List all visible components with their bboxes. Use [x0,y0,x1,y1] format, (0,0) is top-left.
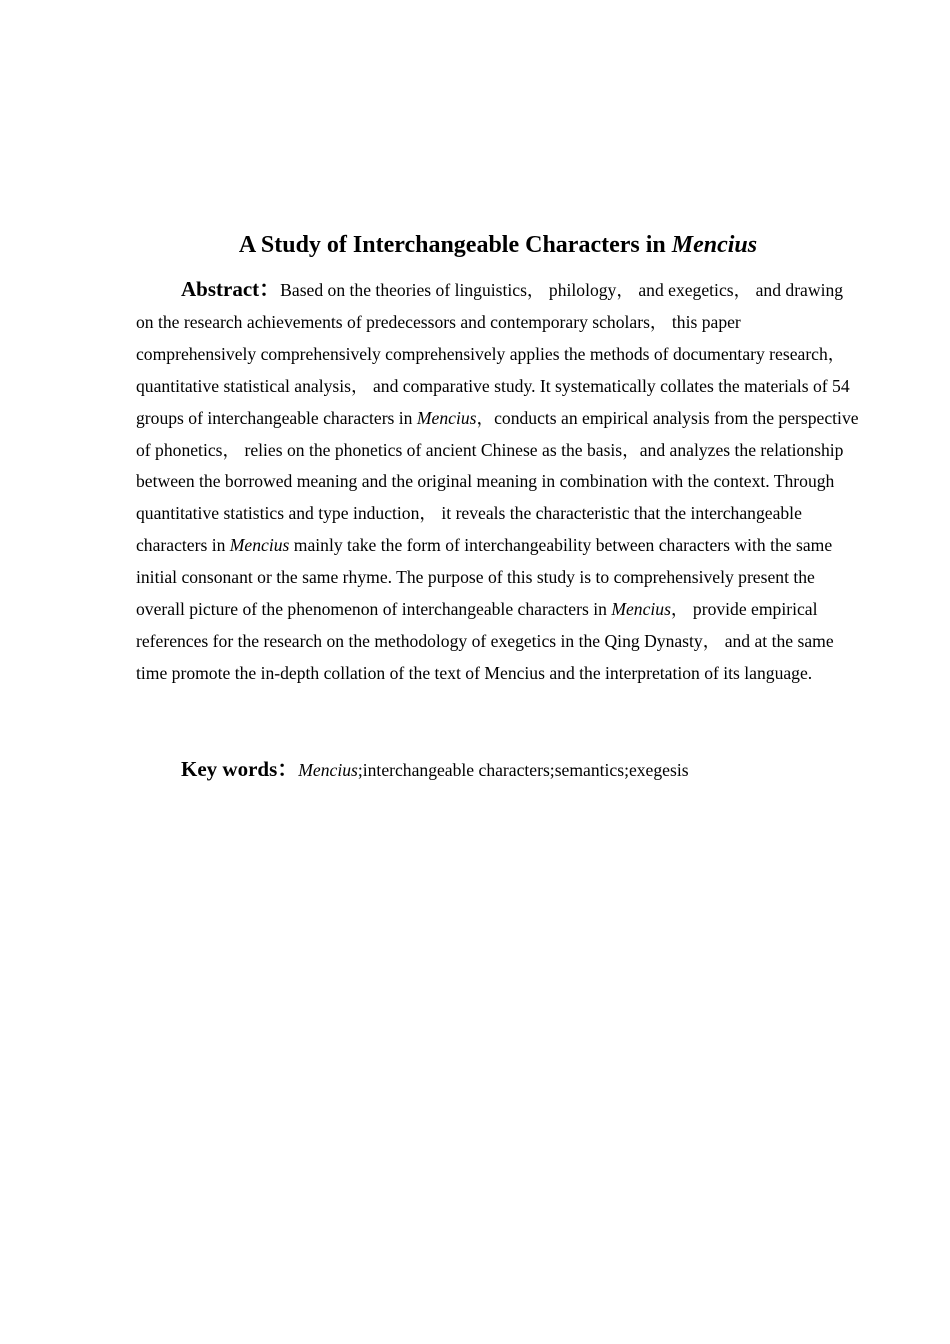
keywords-italic: Mencius [298,760,358,780]
title-text: A Study of Interchangeable Characters in [238,232,666,258]
abstract-text-3: mainly take the form of interchangeability between characters with the same initial consonant or the same rhyme. The purpose of this study is to comprehensively present the overall picture of the phenomenon of interchangeable characters in [136,535,833,620]
title-italic-word: Mencius [671,232,758,258]
abstract-italic-1: Mencius [416,407,477,428]
abstract-text-1: Based on the theories of linguistics， philology， and exegetics， and drawing on the research achievements of predecessors and contemporary scholars， this paper comprehensively comprehensively comprehensively applies the methods of documentary research， quantitative statistical analysis， and comparative study. It systematically collates the materials of 54 groups of interchangeable characters in [136,280,850,428]
paper-title [136,229,860,261]
keywords-line [181,754,861,787]
keywords-rest: ;interchangeable characters;semantics;exegesis [357,760,689,780]
abstract-text-4: ， provide empirical references for the research on the methodology of exegetics in the Qing Dynasty， and at the same time promote the in-depth collation of the text of Mencius and the interpretation of its language. [136,599,834,683]
abstract-label: Abstract： [181,277,281,301]
keywords-label: Key words： [181,757,299,781]
abstract-italic-2: Mencius [229,535,290,556]
abstract-text-2: ，conducts an empirical analysis from the perspective of phonetics， relies on the phonetics of ancient Chinese as the basis，and analyzes the relationship between the borrowed meaning and the original meaning in combination with the context. Through quantitative statistics and type induction， it reveals the characteristic that the interchangeable characters in [136,407,859,556]
abstract-italic-3: Mencius [611,599,671,620]
abstract-paragraph [136,274,862,690]
